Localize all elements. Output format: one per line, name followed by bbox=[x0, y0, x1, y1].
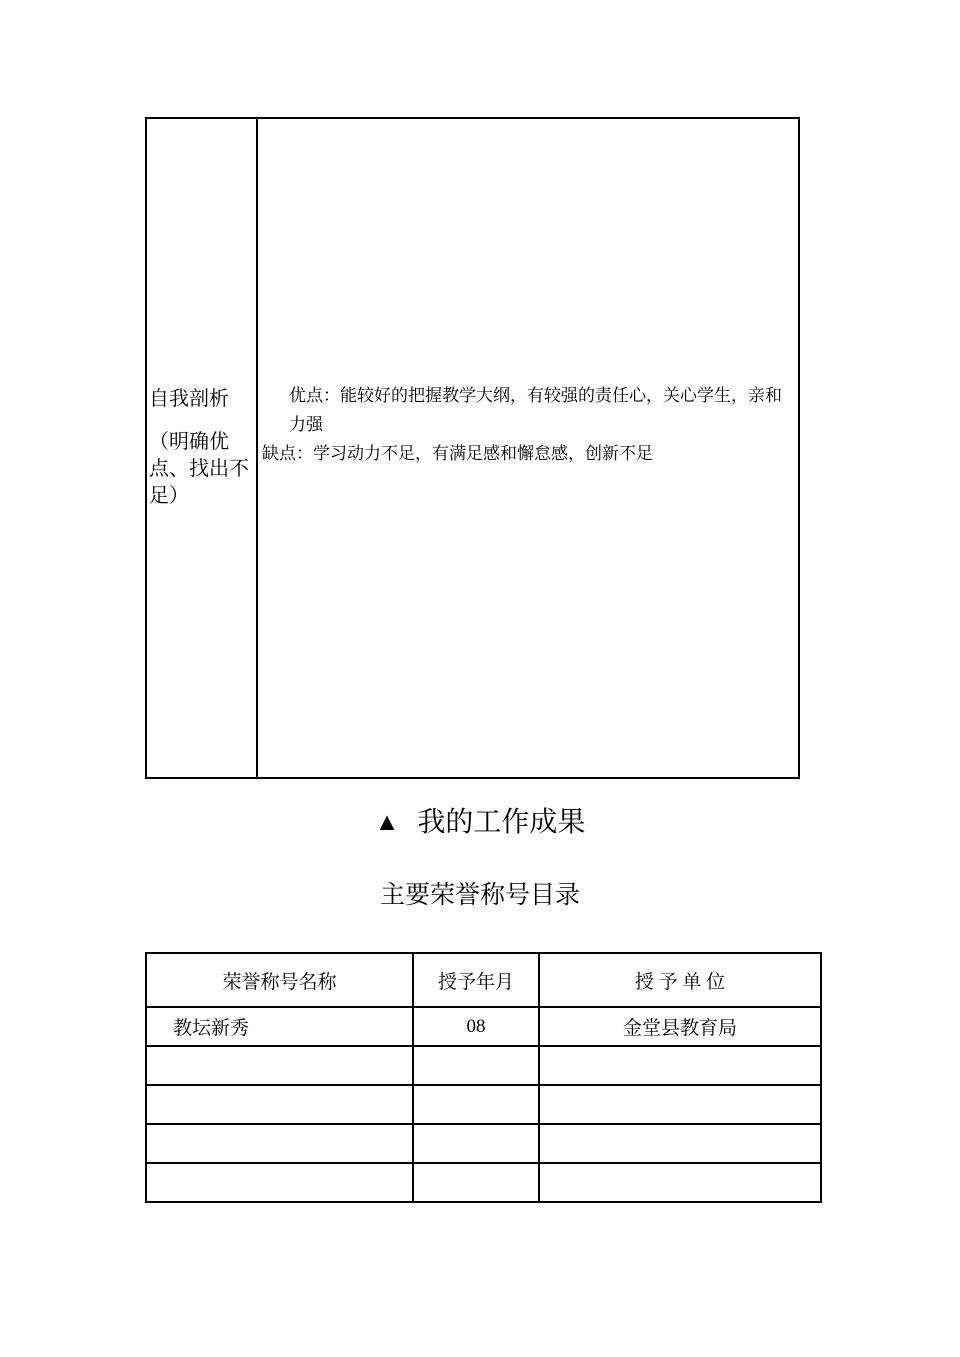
cell-award-date: 08 bbox=[413, 1007, 539, 1046]
self-analysis-table bbox=[145, 117, 800, 779]
cell-award-unit bbox=[539, 1124, 821, 1163]
cell-award-date bbox=[413, 1085, 539, 1124]
cell-award-date bbox=[413, 1124, 539, 1163]
cell-honor-name bbox=[146, 1046, 413, 1085]
analysis-label-note: （明确优点、找出不足） bbox=[149, 431, 249, 507]
section-title: 我的工作成果 bbox=[417, 807, 586, 838]
analysis-content-cell bbox=[257, 118, 799, 778]
cell-honor-name bbox=[146, 1163, 413, 1202]
table-row bbox=[146, 1046, 821, 1085]
honors-header-row bbox=[146, 953, 821, 1007]
header-cell-honor-name: 荣誉称号名称 bbox=[146, 953, 413, 1007]
table-row bbox=[146, 118, 799, 778]
analysis-content-block bbox=[262, 381, 794, 468]
analysis-label-title: 自我剖析 bbox=[149, 388, 229, 410]
cell-honor-name bbox=[146, 1085, 413, 1124]
analysis-weaknesses-line: 缺点：学习动力不足，有满足感和懈怠感，创新不足 bbox=[262, 443, 653, 463]
analysis-strengths-line: 优点：能较好的把握教学大纲，有较强的责任心，关心学生，亲和力强 bbox=[289, 385, 782, 434]
table-row bbox=[146, 1085, 821, 1124]
header-cell-award-unit: 授 予 单 位 bbox=[539, 953, 821, 1007]
table-row bbox=[146, 1163, 821, 1202]
table-row bbox=[146, 1007, 821, 1046]
header-cell-award-date: 授予年月 bbox=[413, 953, 539, 1007]
cell-award-unit bbox=[539, 1163, 821, 1202]
honors-subtitle: 主要荣誉称号目录 bbox=[379, 882, 580, 909]
cell-award-unit bbox=[539, 1085, 821, 1124]
cell-honor-name bbox=[146, 1124, 413, 1163]
triangle-marker-icon: ▲ bbox=[374, 809, 400, 836]
section-heading bbox=[0, 806, 960, 840]
cell-award-date bbox=[413, 1046, 539, 1085]
table-row bbox=[146, 1124, 821, 1163]
cell-award-unit: 金堂县教育局 bbox=[539, 1007, 821, 1046]
cell-award-date bbox=[413, 1163, 539, 1202]
analysis-label-cell bbox=[146, 118, 257, 778]
cell-award-unit bbox=[539, 1046, 821, 1085]
cell-honor-name: 教坛新秀 bbox=[146, 1007, 413, 1046]
honors-table bbox=[145, 952, 822, 1203]
